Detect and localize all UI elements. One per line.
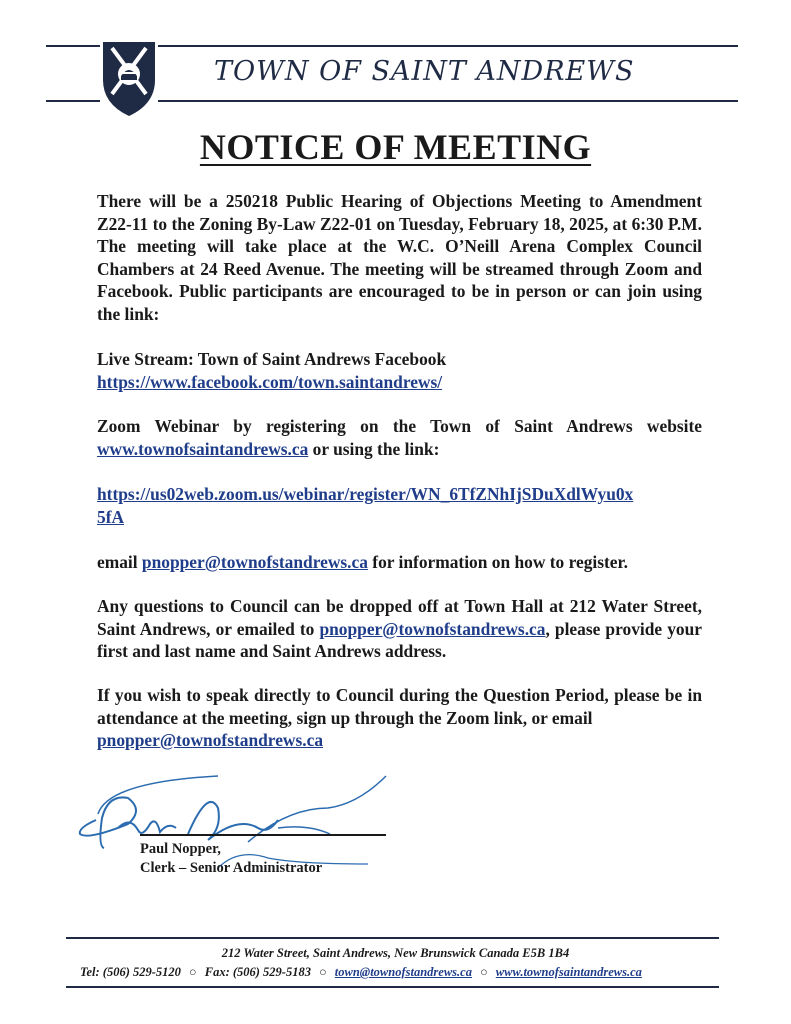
footer-contact (80, 965, 642, 980)
page-title: NOTICE OF MEETING (199, 127, 592, 167)
meeting-details-paragraph: There will be a 250218 Public Hearing of Objections Meeting to Amendment Z22-11 to the Zoning By-Law Z22-01 on Tuesday, February 18, 2025, at 6:30 P.M. The meeting will take place at the W.C. O’Neill Arena Complex Council Chambers at 24 Reed Avenue. The meeting will be streamed through Zoom and Facebook. Public participants are encouraged to be in person or can join using the link: (97, 191, 702, 324)
footer-website-link[interactable]: www.townofsaintandrews.ca (495, 965, 642, 979)
zoom-url-block (97, 483, 702, 528)
email-register-line: email pnopper@townofstandrews.ca for information on how to register. (97, 552, 628, 572)
signer-block (140, 840, 322, 878)
speak-email-link[interactable]: pnopper@townofstandrews.ca (97, 730, 324, 750)
zoom-suffix: or using the link: (308, 438, 440, 459)
questions-paragraph: Any questions to Council can be dropped off at Town Hall at 212 Water Street, Saint Andrews, or emailed to pnopper@townofstandrews.ca, please provide your first and last name and Saint Andrews address. (97, 596, 702, 661)
org-name: TOWN OF SAINT ANDREWS (214, 56, 635, 87)
zoom-block (97, 415, 702, 460)
signer-name: Paul Nopper, (140, 841, 221, 857)
live-stream-block (97, 348, 702, 393)
footer-address: 212 Water Street, Saint Andrews, New Brunswick Canada E5B 1B4 (221, 946, 570, 960)
town-website-link[interactable]: www.townofsaintandrews.ca (97, 438, 309, 459)
signature-rule (140, 834, 386, 836)
speak-paragraph: If you wish to speak directly to Council during the Question Period, please be in attendance at the meeting, sign up through the Zoom link, or email pnopper@townofstandrews.ca (97, 685, 702, 750)
footer-rule-bottom (66, 986, 719, 988)
separator-icon: ○ (480, 965, 488, 979)
footer-tel: Tel: (506) 529-5120 (80, 965, 181, 979)
separator-icon: ○ (319, 965, 327, 979)
footer-fax: Fax: (506) 529-5183 (204, 965, 311, 979)
facebook-link[interactable]: https://www.facebook.com/town.saintandrews/ (97, 371, 443, 392)
zoom-link-line2[interactable]: 5fA (97, 506, 125, 527)
footer-email-link[interactable]: town@townofstandrews.ca (334, 965, 472, 979)
zoom-text: Zoom Webinar by registering on the Town of Saint Andrews website (97, 416, 702, 436)
signer-role: Clerk – Senior Administrator (140, 860, 323, 876)
live-stream-label: Live Stream: Town of Saint Andrews Facebook (97, 349, 447, 369)
zoom-link-line1[interactable]: https://us02web.zoom.us/webinar/register/WN_6TfZNhIjSDuXdlWyu0x (97, 484, 634, 504)
town-crest-icon (100, 34, 158, 118)
footer-rule-top (66, 937, 719, 939)
email-link[interactable]: pnopper@townofstandrews.ca (141, 552, 368, 572)
separator-icon: ○ (189, 965, 197, 979)
questions-email-link[interactable]: pnopper@townofstandrews.ca (319, 618, 546, 639)
